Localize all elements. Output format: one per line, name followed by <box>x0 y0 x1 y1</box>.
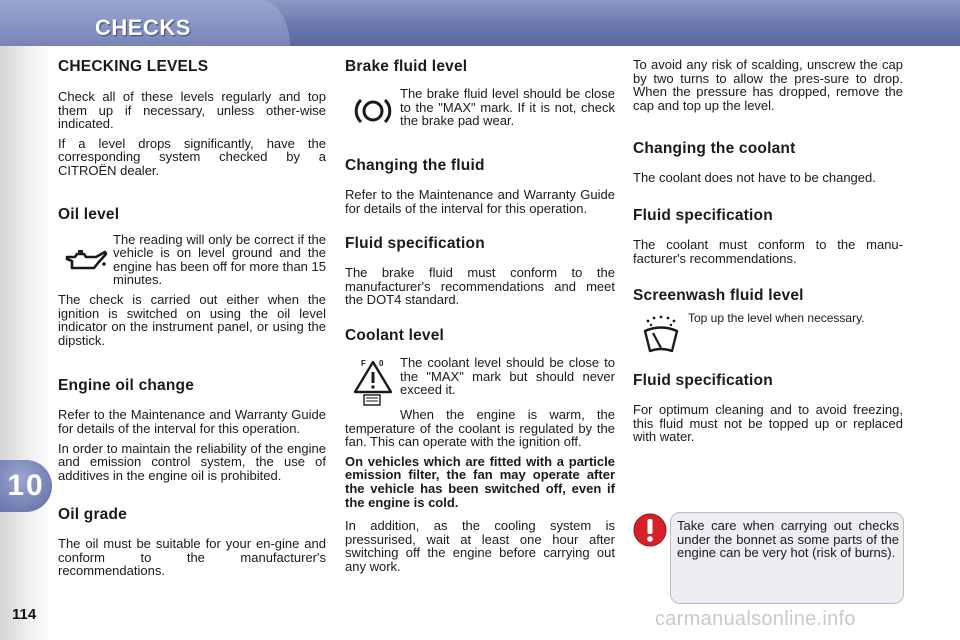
intro-paragraph-2: If a level drops significantly, have the corresponding system checked by a CITROËN dealer. <box>58 135 326 178</box>
column-1 <box>58 58 326 584</box>
coolant-level-note <box>345 356 615 408</box>
oil-grade-paragraph: The oil must be suitable for your en-gine and conform to the manufacturer's recommendations. <box>58 536 326 579</box>
heading-oil-level: Oil level <box>58 205 120 223</box>
coolant-level-paragraph-3: In addition, as the cooling system is pressurised, wait at least one hour after switching off the engine before carrying out any work. <box>345 518 615 574</box>
page-title: CHECKS <box>95 15 191 40</box>
header-bar <box>0 0 960 46</box>
brake-fluid-spec-paragraph: The brake fluid must conform to the manufacturer's recommendations and meet the DOT4 standard. <box>345 265 615 308</box>
heading-fluid-specification-screenwash: Fluid specification <box>633 372 773 390</box>
section-heading-checking-levels: CHECKING LEVELS <box>58 58 209 75</box>
screenwash-note <box>633 312 903 360</box>
heading-fluid-specification-brake: Fluid specification <box>345 235 485 253</box>
brake-fluid-note <box>345 87 615 135</box>
coolant-level-paragraph-1: When the engine is warm, the temperature of the coolant is regulated by the fan. This can operate with the ignition off. <box>345 406 615 450</box>
watermark: carmanualsonline.info <box>655 608 856 630</box>
brake-warning-icon <box>345 87 400 135</box>
scalding-intro-paragraph: To avoid any risk of scalding, unscrew the cap by two turns to allow the pres-sure to drop. When the pressure has dropped, remove the cap and top up the level. <box>633 57 903 113</box>
heading-coolant-level: Coolant level <box>345 326 445 344</box>
coolant-level-icon-text: The coolant level should be close to the "MAX" mark but should never exceed it. <box>400 354 615 398</box>
chapter-badge: 10 <box>0 460 52 512</box>
changing-coolant-paragraph: The coolant does not have to be changed. <box>633 170 876 186</box>
oil-level-paragraph: The check is carried out either when the ignition is switched on using the oil level indicator on the instrument panel, or using the dipstick. <box>58 291 326 348</box>
column-3 <box>633 58 903 450</box>
warning-box <box>670 512 904 604</box>
column-2 <box>345 58 615 580</box>
svg-text:0: 0 <box>378 358 383 368</box>
warning-text: Take care when carrying out checks under the bonnet as some parts of the engine can be very hot (risk of burns). <box>677 518 899 561</box>
screenwash-icon-text: Top up the level when necessary. <box>688 311 865 326</box>
heading-brake-fluid-level: Brake fluid level <box>345 58 468 75</box>
heading-fluid-specification-coolant: Fluid specification <box>633 206 773 224</box>
coolant-level-paragraph-bold: On vehicles which are fitted with a particle emission filter, the fan may operate after the vehicle has been switched off, even if the engine is cold. <box>345 453 615 510</box>
changing-fluid-paragraph: Refer to the Maintenance and Warranty Guide for details of the interval for this operation. <box>345 187 615 216</box>
exclamation-icon <box>632 512 668 553</box>
oil-change-paragraph-2: In order to maintain the reliability of the engine and emission control system, the use of additives in the engine oil is prohibited. <box>58 440 326 483</box>
oil-level-note <box>58 233 326 293</box>
svg-text:F: F <box>360 358 366 368</box>
heading-engine-oil-change: Engine oil change <box>58 377 195 395</box>
brake-fluid-icon-text: The brake fluid level should be close to the "MAX" mark. If it is not, check the brake pad wear. <box>400 86 615 129</box>
heading-changing-the-fluid: Changing the fluid <box>345 157 485 174</box>
coolant-warning-icon <box>345 356 400 408</box>
oil-level-icon-text: The reading will only be correct if the vehicle is on level ground and the engine has been off for more than 15 minutes. <box>113 231 326 288</box>
oil-change-paragraph-1: Refer to the Maintenance and Warranty Guide for details of the interval for this operation. <box>58 407 326 436</box>
heading-screenwash-fluid-level: Screenwash fluid level <box>633 287 804 305</box>
oil-can-icon <box>58 233 113 289</box>
screenwash-spec-paragraph: For optimum cleaning and to avoid freezing, this fluid must not be topped up or replaced with water. <box>633 402 903 445</box>
heading-changing-the-coolant: Changing the coolant <box>633 140 796 158</box>
sidebar <box>0 46 47 640</box>
page-number: 114 <box>12 606 37 623</box>
heading-oil-grade: Oil grade <box>58 506 127 524</box>
screenwash-icon <box>633 312 688 360</box>
coolant-spec-paragraph: The coolant must conform to the manu-facturer's recommendations. <box>633 236 903 266</box>
intro-paragraph-1: Check all of these levels regularly and top them up if necessary, unless other-wise indicated. <box>58 89 326 132</box>
